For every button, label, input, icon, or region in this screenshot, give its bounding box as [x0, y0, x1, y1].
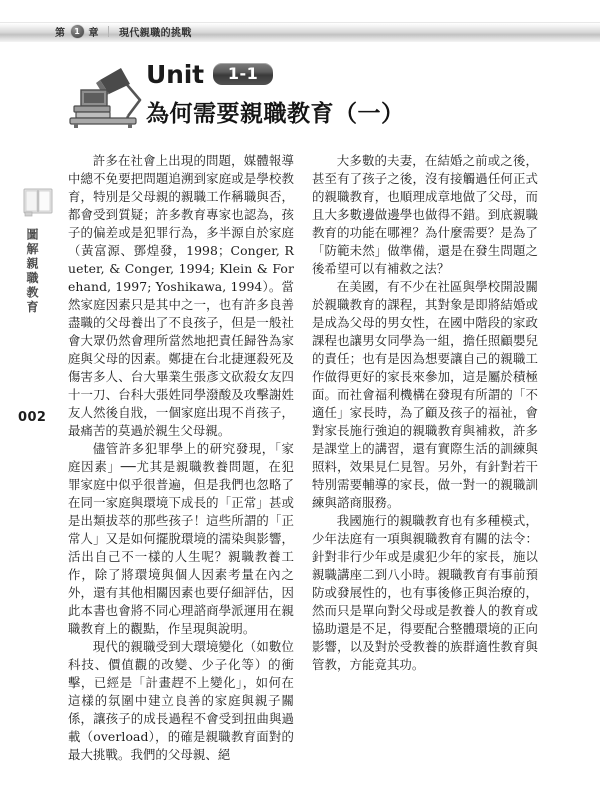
text-column-right — [312, 152, 538, 764]
running-header-content — [55, 22, 192, 41]
paragraph: 我國施行的親職教育也有多種模式，少年法庭有一項與親職教育有關的法令：針對非行少年或是虞犯少年的家長，施以親職講座二到八小時。親職教育有事前預防或發展性的，也有事後修正與治療的，然而只是單向對父母或是教養人的教育或協助還是不足，得要配合整體環境的正向影響，以及對於受教養的族群適性教育與管教，方能竟其功。 — [312, 513, 538, 672]
paragraph: 現代的親職受到大環境變化（如數位科技、價值觀的改變、少子化等）的衝擊，已經是「計畫趕不上變化」，如何在這樣的氛圍中建立良善的家庭與親子關係，讓孩子的成長過程不會受到扭曲與過載（overload），的確是親職教育面對的最大挑戰。我們的父母親、絕 — [68, 639, 294, 762]
page-number: 002 — [18, 410, 47, 425]
paragraph: 大多數的夫妻，在結婚之前或之後，甚至有了孩子之後，沒有接觸過任何正式的親職教育，也順理成章地做了父母，而且大多數邊做邊學也做得不錯。到底親職教育的功能在哪裡？為什麼需要？是為了「防範未然」做準備，還是在發生問題之後希望可以有補救之法？ — [312, 153, 538, 276]
desk-lamp-books-icon — [68, 60, 152, 130]
paragraph: 儘管許多犯罪學上的研究發現，「家庭因素」──尤其是親職教養問題，在犯罪家庭中似乎很普遍，但是我們也忽略了在同一家庭與環境下成長的「正常」甚或是出類拔萃的那些孩子！這些所謂的「正常人」又是如何擺脫環境的濡染與影響，活出自己不一樣的人生呢？親職教養工作，除了將環境與個人因素考量在內之外，還有其他相關因素也要仔細評估，因此本書也會將不同心理諮商學派運用在親職教育上的觀點，作呈現與說明。 — [68, 441, 294, 636]
chapter-word: 第 — [55, 28, 66, 39]
body-columns — [68, 152, 538, 764]
unit-label: Unit — [146, 59, 204, 89]
unit-title-block — [68, 58, 538, 134]
unit-title: 為何需要親職教育（一） — [146, 101, 405, 127]
chapter-title: 現代親職的挑戰 — [119, 28, 192, 39]
unit-number-badge: 1-1 — [213, 63, 273, 85]
sidebar-vertical-title: 圖解親職教育 — [25, 228, 39, 315]
open-book-icon — [22, 188, 54, 218]
chapter-number-badge: 1 — [71, 25, 84, 38]
unit-text-group — [146, 60, 405, 128]
paragraph: 在美國，有不少在社區與學校開設關於親職教育的課程，其對象是即將結婚或是成為父母的男女性，在國中階段的家政課程也讓男女同學為一組，擔任照顧嬰兒的責任；也有是因為想要讓自己的親職工作做得更好的家長來參加，這是屬於積極面。而社會福利機構在發現有所謂的「不適任」家長時，為了顧及孩子的福祉，會對家長施行強迫的親職教育與補救，許多是課堂上的講習，還有實際生活的訓練與照料，效果見仁見智。另外，有針對若干特別需要輔導的家長，做一對一的親職訓練與諮商服務。 — [312, 279, 538, 510]
sidebar — [18, 188, 62, 448]
running-header — [0, 22, 600, 42]
text-column-left — [68, 152, 294, 764]
unit-heading-row — [146, 60, 405, 88]
paragraph: 許多在社會上出現的問題，媒體報導中總不免要把問題追溯到家庭或是學校教育，特別是父母親的親職工作稱職與否，都會受到質疑；許多教育專家也認為，孩子的偏差或是犯罪行為，多半源自於家庭（黃富源、鄧煌發，1998；Conger, Rueter, & Conger, 1994; Klein & Forehand, 1997; Yoshikawa, 1994）。當然家庭因素只是其中之一，也有許多良善盡職的父母養出了不良孩子，但是一般社會大眾仍然會理所當然地把責任歸咎為家庭與父母的因素。鄭捷在台北捷運殺死及傷害多人、台大畢業生張彥文砍殺女友四十一刀、台科大張姓同學潑酸及攻擊謝姓友人然後自戕，一個家庭出現不肖孩子，最痛苦的莫過於親生父母親。 — [68, 153, 294, 438]
chapter-unit-word: 章 — [88, 28, 99, 39]
header-divider — [108, 26, 109, 37]
